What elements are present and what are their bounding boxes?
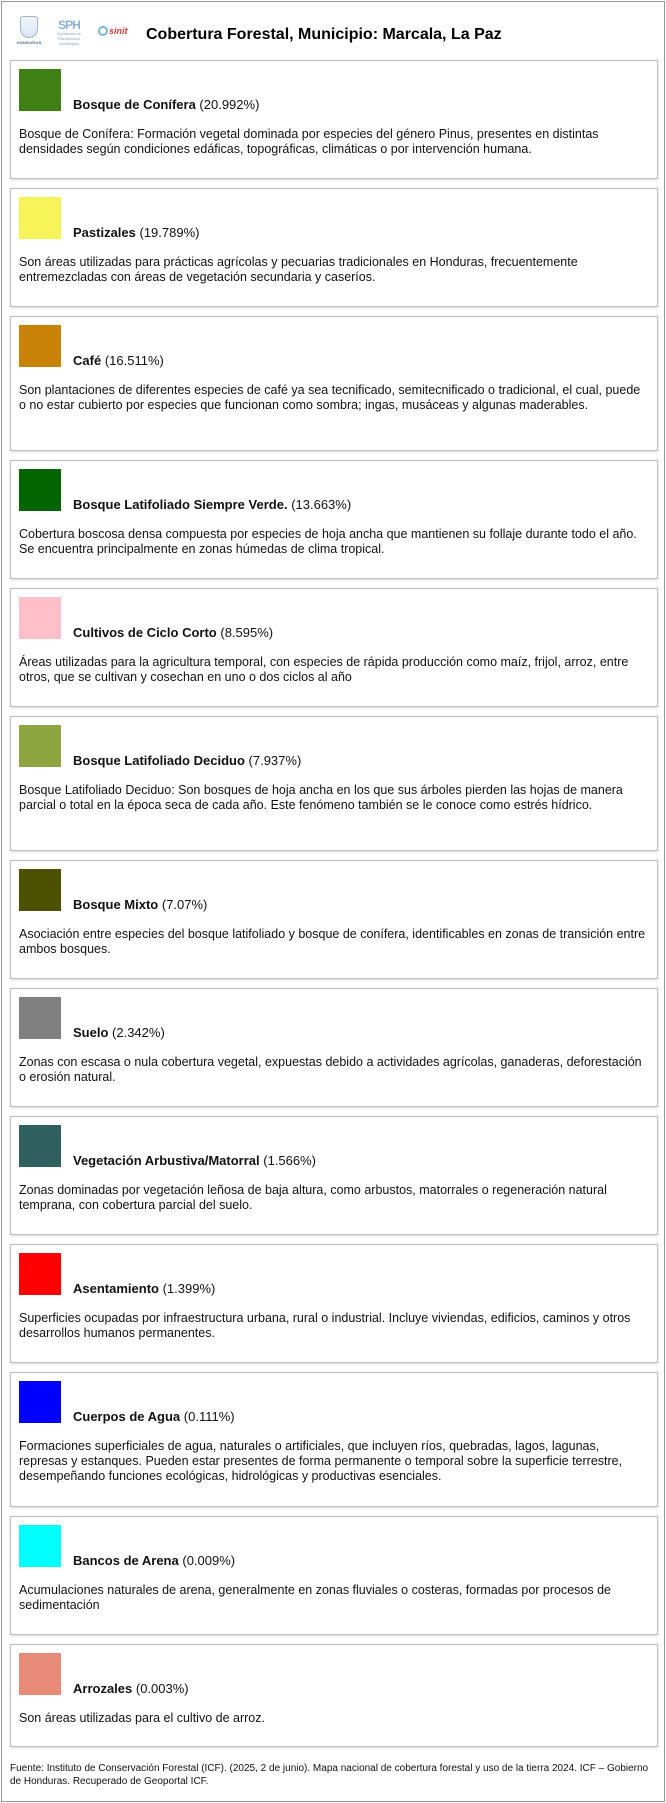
secretaria-logo xyxy=(52,19,86,46)
legend-item-description: Bosque de Conífera: Formación vegetal dominada por especies del género Pinus, presentes en distintas densidades según condiciones edáficas, topográficas, climáticas o por intervención humana. xyxy=(19,127,599,156)
legend-item-title xyxy=(73,625,273,640)
legend-item xyxy=(10,988,658,1107)
legend-item-name: Cultivos de Ciclo Corto xyxy=(73,625,217,640)
honduras-logo-text: HONDURAS xyxy=(16,40,42,45)
legend-swatch xyxy=(19,1125,61,1167)
legend-swatch xyxy=(19,1253,61,1295)
legend-item xyxy=(10,1372,658,1507)
header xyxy=(2,2,664,58)
legend-item-name: Pastizales xyxy=(73,225,136,240)
legend-swatch xyxy=(19,1381,61,1423)
legend-item-percent: (16.511%) xyxy=(104,353,164,368)
legend-swatch xyxy=(19,1525,61,1567)
legend-item-title xyxy=(73,97,259,112)
legend-page xyxy=(1,1,665,1802)
legend-item-description: Son áreas utilizadas para el cultivo de arroz. xyxy=(19,1711,265,1725)
legend-item-percent: (0.111%) xyxy=(183,1409,235,1424)
sinit-logo xyxy=(98,26,136,36)
source-footer: Fuente: Instituto de Conservación Forestal (ICF). (2025, 2 de junio). Mapa nacional de cobertura forestal y uso de la tierra 2024. ICF – Gobierno de Honduras. Recuperado de Geoportal ICF. xyxy=(10,1763,649,1787)
legend-item-description: Asociación entre especies del bosque latifoliado y bosque de conífera, identificables en zonas de transición entre ambos bosques. xyxy=(19,927,646,956)
legend-item-percent: (13.663%) xyxy=(291,497,352,512)
legend-item xyxy=(10,1644,658,1747)
legend-item-name: Bancos de Arena xyxy=(73,1553,179,1568)
sinit-logo-text: sinit xyxy=(109,26,128,36)
honduras-logo xyxy=(14,16,44,45)
legend-item xyxy=(10,188,658,307)
legend-item-description: Son áreas utilizadas para prácticas agrícolas y pecuarias tradicionales en Honduras, frecuentemente entremezcladas con áreas de vegetación secundaria y caseríos. xyxy=(19,255,578,284)
legend-item-percent: (0.003%) xyxy=(135,1681,189,1696)
legend-item xyxy=(10,1244,658,1363)
legend-item-name: Café xyxy=(73,353,102,368)
legend-item-percent: (0.009%) xyxy=(182,1553,236,1568)
legend-item xyxy=(10,316,658,451)
legend-item-title xyxy=(73,1153,316,1168)
legend-item-name: Asentamiento xyxy=(73,1281,159,1296)
legend-swatch xyxy=(19,997,61,1039)
legend-swatch xyxy=(19,869,61,911)
legend-item-title xyxy=(73,1553,235,1568)
legend-item-percent: (8.595%) xyxy=(220,625,274,640)
legend-item-name: Vegetación Arbustiva/Matorral xyxy=(73,1153,260,1168)
legend-item-title xyxy=(73,353,164,368)
legend-item xyxy=(10,60,658,179)
legend-item-name: Suelo xyxy=(73,1025,109,1040)
legend-item xyxy=(10,1116,658,1235)
legend-item-percent: (20.992%) xyxy=(199,97,260,112)
legend-item-description: Cobertura boscosa densa compuesta por especies de hoja ancha que mantienen su follaje durante todo el año. Se encuentra principalmente en zonas húmedas de clima tropical. xyxy=(19,527,637,556)
legend-item-title xyxy=(73,1281,215,1296)
legend-swatch xyxy=(19,597,61,639)
legend-item xyxy=(10,1516,658,1635)
legend-item-description: Acumulaciones naturales de arena, generalmente en zonas fluviales o costeras, formadas por procesos de sedimentación xyxy=(19,1583,612,1612)
legend-item-title xyxy=(73,897,207,912)
legend-swatch xyxy=(19,1653,61,1695)
legend-swatch xyxy=(19,725,61,767)
legend-swatch xyxy=(19,325,61,367)
legend-item-title xyxy=(73,1409,235,1424)
legend-item-title xyxy=(73,753,301,768)
legend-item-title xyxy=(73,497,351,512)
legend-item-name: Bosque Latifoliado Deciduo xyxy=(73,753,245,768)
legend-item-name: Cuerpos de Agua xyxy=(73,1409,181,1424)
legend-item-percent: (7.937%) xyxy=(248,753,302,768)
legend-item-description: Áreas utilizadas para la agricultura temporal, con especies de rápida producción como maíz, frijol, arroz, entre otros, que se cultivan y cosechan en uno o dos ciclos al año xyxy=(19,655,629,684)
legend-swatch xyxy=(19,197,61,239)
legend-item-name: Bosque de Conífera xyxy=(73,97,196,112)
legend-item-name: Bosque Latifoliado Siempre Verde. xyxy=(73,497,288,512)
legend-item-title xyxy=(73,1681,189,1696)
legend-item-description: Son plantaciones de diferentes especies de café ya sea tecnificado, semitecnificado o tradicional, el cual, puede o no estar cubierto por especies que funcionan como sombra; ingas, musáceas y algunas maderables. xyxy=(19,383,641,412)
legend-item xyxy=(10,588,658,707)
legend-item-percent: (1.399%) xyxy=(162,1281,216,1296)
sinit-ring-icon xyxy=(98,26,108,36)
legend-item-percent: (1.566%) xyxy=(263,1153,317,1168)
legend-swatch xyxy=(19,469,61,511)
legend-item xyxy=(10,860,658,979)
legend-swatch xyxy=(19,69,61,111)
legend-item-name: Arrozales xyxy=(73,1681,133,1696)
legend-item-name: Bosque Mixto xyxy=(73,897,159,912)
legend-item xyxy=(10,716,658,851)
coat-of-arms-icon xyxy=(20,16,38,38)
legend-item-description: Superficies ocupadas por infraestructura urbana, rural o industrial. Incluye viviendas, edificios, caminos y otros desarrollos humanos permanentes. xyxy=(19,1311,631,1340)
legend-item-percent: (19.789%) xyxy=(139,225,200,240)
legend-item-title xyxy=(73,225,199,240)
page-title: Cobertura Forestal, Municipio: Marcala, La Paz xyxy=(146,26,502,43)
sph-mark-icon: SPH xyxy=(58,18,80,32)
legend-item-description: Zonas dominadas por vegetación leñosa de baja altura, como arbustos, matorrales o regeneración natural temprana, con cobertura parcial del suelo. xyxy=(19,1183,607,1212)
secretaria-logo-text: Secretaría de Planificación Estratégica xyxy=(56,31,81,46)
legend-item-description: Bosque Latifoliado Deciduo: Son bosques de hoja ancha en los que sus árboles pierden las hojas de manera parcial o total en la época seca de cada año. Este fenómeno también se le conoce como estrés hídrico. xyxy=(19,783,623,812)
legend-item-percent: (2.342%) xyxy=(112,1025,165,1040)
legend-item-percent: (7.07%) xyxy=(161,897,208,912)
legend-item xyxy=(10,460,658,579)
legend-item-description: Zonas con escasa o nula cobertura vegetal, expuestas debido a actividades agrícolas, ganaderas, deforestación o erosión natural. xyxy=(19,1055,642,1084)
legend-item-title xyxy=(73,1025,165,1040)
legend-item-description: Formaciones superficiales de agua, naturales o artificiales, que incluyen ríos, quebradas, lagos, lagunas, represas y estanques. Pueden estar presentes de forma permanente o temporal sobre la superficie terrestre, desempeñando funciones ecológicas, hidrológicas y productivas esenciales. xyxy=(19,1439,623,1483)
